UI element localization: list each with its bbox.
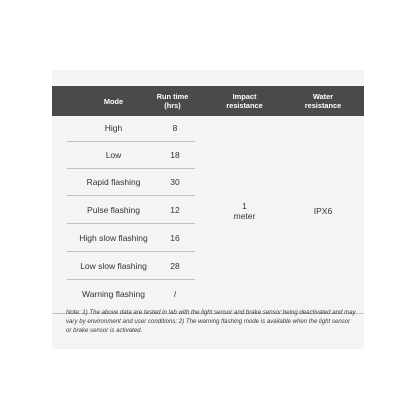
mode-cell: Rapid flashing	[86, 176, 141, 187]
table-row	[67, 114, 195, 141]
table-row	[67, 252, 195, 279]
run-time-cell: 28	[170, 260, 180, 271]
run-time-cell: 30	[170, 176, 180, 187]
run-time-cell: /	[173, 288, 177, 299]
header-run-time: Run time (hrs)	[156, 92, 189, 110]
header-impact-resistance: Impact resistance	[226, 92, 263, 110]
run-time-cell: 8	[172, 122, 178, 133]
mode-cell: Warning flashing	[82, 288, 145, 299]
table-row	[67, 280, 195, 307]
run-time-cell: 18	[170, 149, 180, 160]
table-row	[67, 224, 195, 251]
mode-cell: High slow flashing	[79, 232, 148, 243]
mode-cell: Low slow flashing	[80, 260, 147, 271]
mode-cell: Low	[105, 149, 122, 160]
table-row	[67, 168, 195, 195]
table-header	[52, 86, 364, 116]
run-time-cell: 12	[170, 204, 180, 215]
run-time-cell: 16	[170, 232, 180, 243]
header-water-resistance: Water resistance	[304, 92, 342, 110]
impact-resistance-value: 1 meter	[233, 201, 256, 221]
mode-cell: Pulse flashing	[87, 204, 140, 215]
table-row	[67, 141, 195, 168]
footnote-text: Note: 1) The above data are tested in lab with the light sensor and brake sensor being deactivated and may vary by environment and user conditions; 2) The warning flashing mode is available when the light sensor or brake sensor is activated.	[66, 309, 356, 334]
water-resistance-value: IPX6	[313, 206, 333, 216]
header-mode: Mode	[103, 96, 124, 106]
table-row	[67, 196, 195, 223]
mode-cell: High	[104, 122, 123, 133]
